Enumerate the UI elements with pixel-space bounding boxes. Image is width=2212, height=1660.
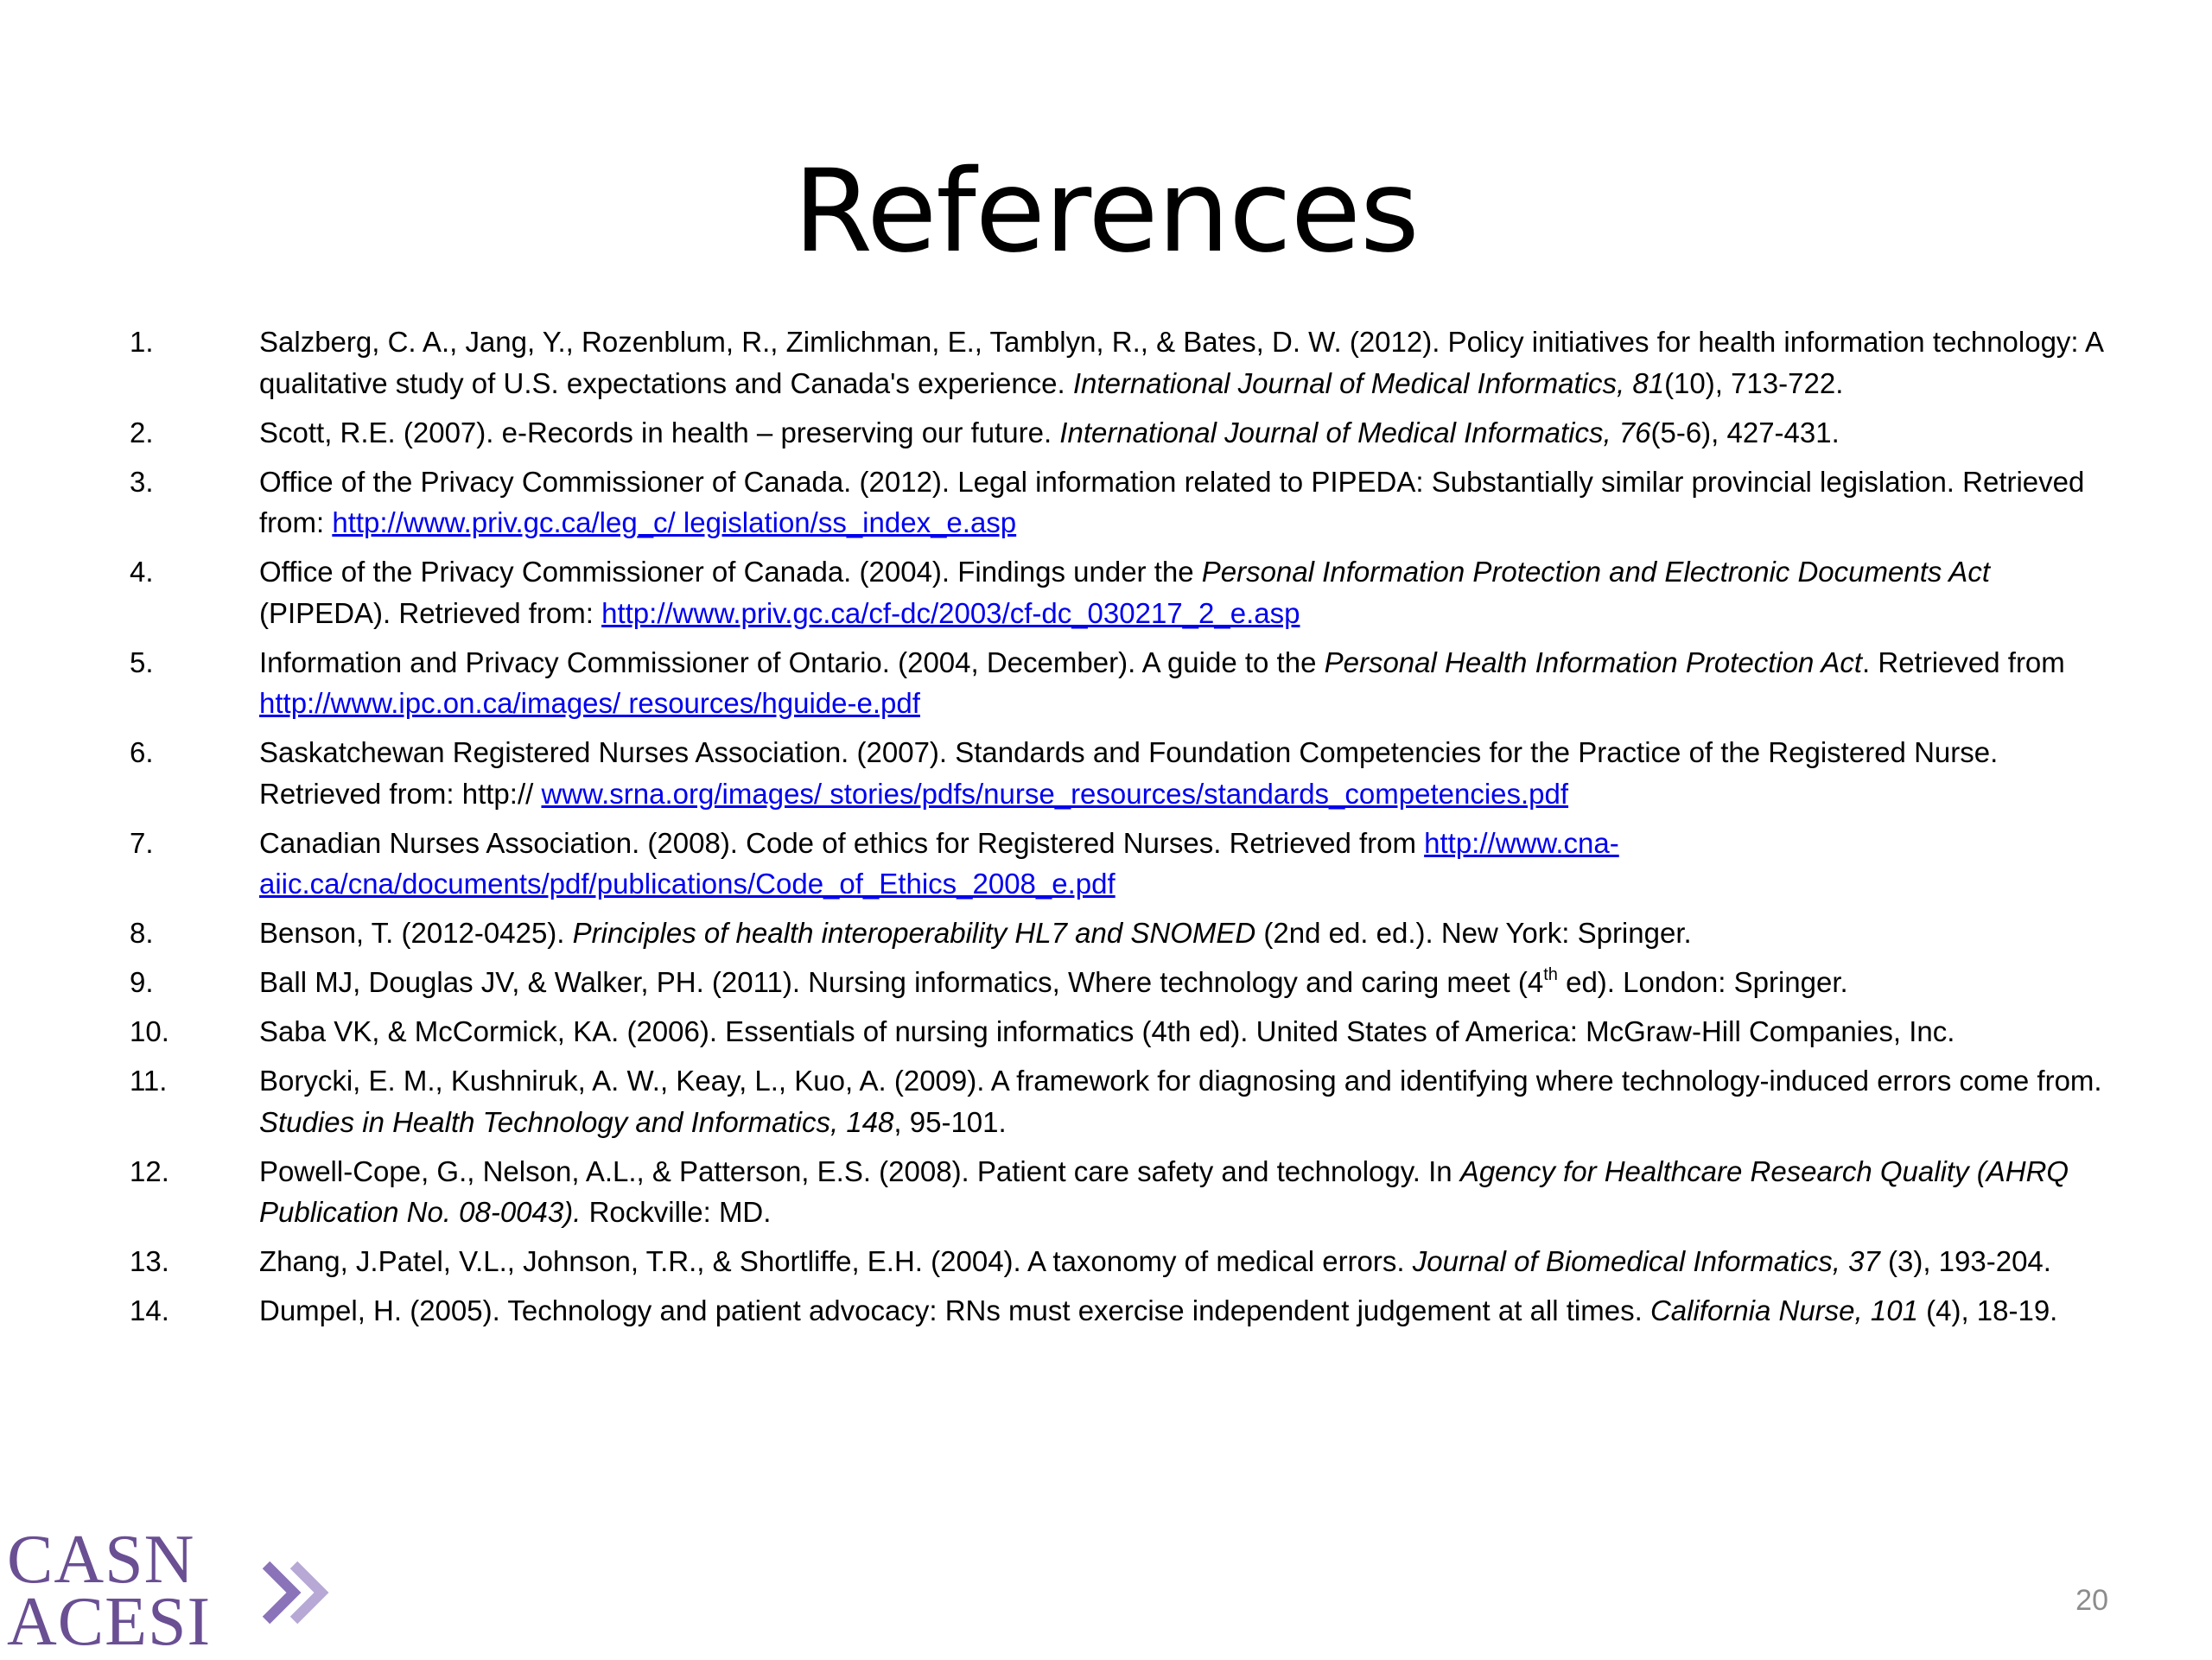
reference-item [130,1290,2108,1332]
reference-italic-text: International Journal of Medical Informatics, 81 [1072,366,1665,399]
reference-text-segment: Information and Privacy Commissioner of Ontario. (2004, December). A guide to the [259,646,1325,678]
reference-link[interactable]: http://www.ipc.on.ca/images/ resources/hguide-e.pdf [259,687,920,719]
reference-italic-text: Studies in Health Technology and Informatics, 148 [259,1105,894,1138]
reference-text-segment: . Retrieved from [1862,646,2065,678]
reference-number: 2. [130,416,154,448]
reference-number: 7. [130,826,154,859]
reference-item [130,551,2108,633]
reference-item [130,642,2108,724]
reference-text-segment: Borycki, E. M., Kushniruk, A. W., Keay, L., Kuo, A. (2009). A framework for diagnosing and identifying where technology-induced errors come from. [259,1065,2102,1097]
reference-number: 3. [130,465,154,498]
reference-link[interactable]: http://www.priv.gc.ca/leg_c/ legislation/ss_index_e.asp [332,506,1017,538]
reference-text [259,823,2108,905]
reference-text [259,321,2108,404]
reference-text-segment: Benson, T. (2012-0425). [259,917,573,949]
reference-item [130,1151,2108,1233]
page-number: 20 [2075,1584,2108,1617]
reference-text-segment: Canadian Nurses Association. (2008). Code of ethics for Registered Nurses. Retrieved from [259,826,1425,859]
reference-italic-text: Agency for Healthcare Research Quality (AHRQ Publication No. 08-0043). [259,1154,2069,1228]
reference-item [130,732,2108,814]
reference-text-segment: ed). London: Springer. [1557,966,1848,998]
reference-number: 13. [130,1245,169,1277]
reference-text [259,1060,2108,1142]
reference-text [259,913,2108,954]
reference-item [130,823,2108,905]
reference-item [130,1241,2108,1282]
reference-text [259,732,2108,814]
reference-text-segment: Saskatchewan Registered Nurses Association. (2007). Standards and Foundation Competencies for the Practice of the Registered Nurse. Retrieved from: http:// [259,736,1999,810]
reference-text-segment: , 95-101. [893,1105,1007,1138]
reference-text [259,461,2108,544]
logo-text-acesi: ACESI [7,1584,212,1660]
reference-item [130,1011,2108,1053]
reference-text-segment: Dumpel, H. (2005). Technology and patient advocacy: RNs must exercise independent judgement at all times. [259,1294,1650,1326]
reference-text [259,412,2108,454]
reference-text-segment: (3), 193-204. [1879,1245,2051,1277]
reference-item [130,321,2108,404]
reference-text-segment: (10), 713-722. [1664,366,1844,399]
reference-text [259,642,2108,724]
reference-item [130,412,2108,454]
reference-text-segment: Powell-Cope, G., Nelson, A.L., & Patterson, E.S. (2008). Patient care safety and technology. In [259,1154,1460,1187]
reference-item [130,1060,2108,1142]
reference-link[interactable]: http://www.cna-aiic.ca/cna/documents/pdf/publications/Code_of_Ethics_2008_e.pdf [259,826,1619,900]
reference-text-segment: (4), 18-19. [1917,1294,2058,1326]
reference-item [130,962,2108,1003]
reference-item [130,913,2108,954]
reference-text-segment: Office of the Privacy Commissioner of Canada. (2004). Findings under the [259,556,1202,588]
casn-acesi-logo [0,1522,346,1660]
reference-number: 9. [130,966,154,998]
reference-text [259,962,2108,1003]
reference-text [259,1151,2108,1233]
reference-italic-text: Principles of health interoperability HL7 and SNOMED [572,917,1256,949]
reference-list [130,321,2108,1339]
reference-text-segment: (5-6), 427-431. [1650,416,1840,448]
reference-number: 4. [130,556,154,588]
reference-text [259,1290,2108,1332]
reference-text-segment: Salzberg, C. A., Jang, Y., Rozenblum, R., Zimlichman, E., Tamblyn, R., & Bates, D. W. (2012). Policy initiatives for health information technology: A qualitative study of U.S. expectations and Canada's experience. [259,326,2103,399]
reference-item [130,461,2108,544]
reference-text-segment: Saba VK, & McCormick, KA. (2006). Essentials of nursing informatics (4th ed). United States of America: McGraw-Hill Companies, Inc. [259,1015,1955,1047]
reference-number: 6. [130,736,154,768]
reference-text-segment: Office of the Privacy Commissioner of Canada. (2012). Legal information related to PIPEDA: Substantially similar provincial legislation. Retrieved from: [259,465,2085,538]
reference-text [259,1241,2108,1282]
reference-link[interactable]: http://www.priv.gc.ca/cf-dc/2003/cf-dc_030217_2_e.asp [601,596,1300,629]
reference-text [259,551,2108,633]
reference-italic-text: International Journal of Medical Informatics, 76 [1059,416,1651,448]
reference-text [259,1011,2108,1053]
reference-text-segment: Scott, R.E. (2007). e-Records in health – preserving our future. [259,416,1060,448]
reference-text-segment: Rockville: MD. [581,1196,772,1228]
reference-number: 8. [130,917,154,949]
reference-number: 1. [130,326,154,358]
reference-superscript: th [1543,965,1558,984]
reference-number: 11. [130,1065,168,1097]
reference-text-segment: (2nd ed. ed.). New York: Springer. [1255,917,1692,949]
reference-italic-text: Journal of Biomedical Informatics, 37 [1412,1245,1880,1277]
double-chevron-right-icon [259,1558,337,1627]
reference-link[interactable]: www.srna.org/images/ stories/pdfs/nurse_resources/standards_competencies.pdf [541,777,1569,810]
reference-number: 14. [130,1294,169,1326]
logo-text-casn: CASN [7,1522,195,1598]
reference-text-segment: (PIPEDA). Retrieved from: [259,596,602,629]
reference-italic-text: California Nurse, 101 [1649,1294,1918,1326]
reference-text-segment: Ball MJ, Douglas JV, & Walker, PH. (2011). Nursing informatics, Where technology and caring meet (4 [259,966,1544,998]
reference-number: 5. [130,646,154,678]
reference-number: 12. [130,1154,169,1187]
reference-italic-text: Personal Health Information Protection Act [1324,646,1863,678]
slide-title: References [793,145,1419,278]
reference-italic-text: Personal Information Protection and Electronic Documents Act [1201,556,1990,588]
reference-text-segment: Zhang, J.Patel, V.L., Johnson, T.R., & Shortliffe, E.H. (2004). A taxonomy of medical errors. [259,1245,1413,1277]
reference-number: 10. [130,1015,169,1047]
